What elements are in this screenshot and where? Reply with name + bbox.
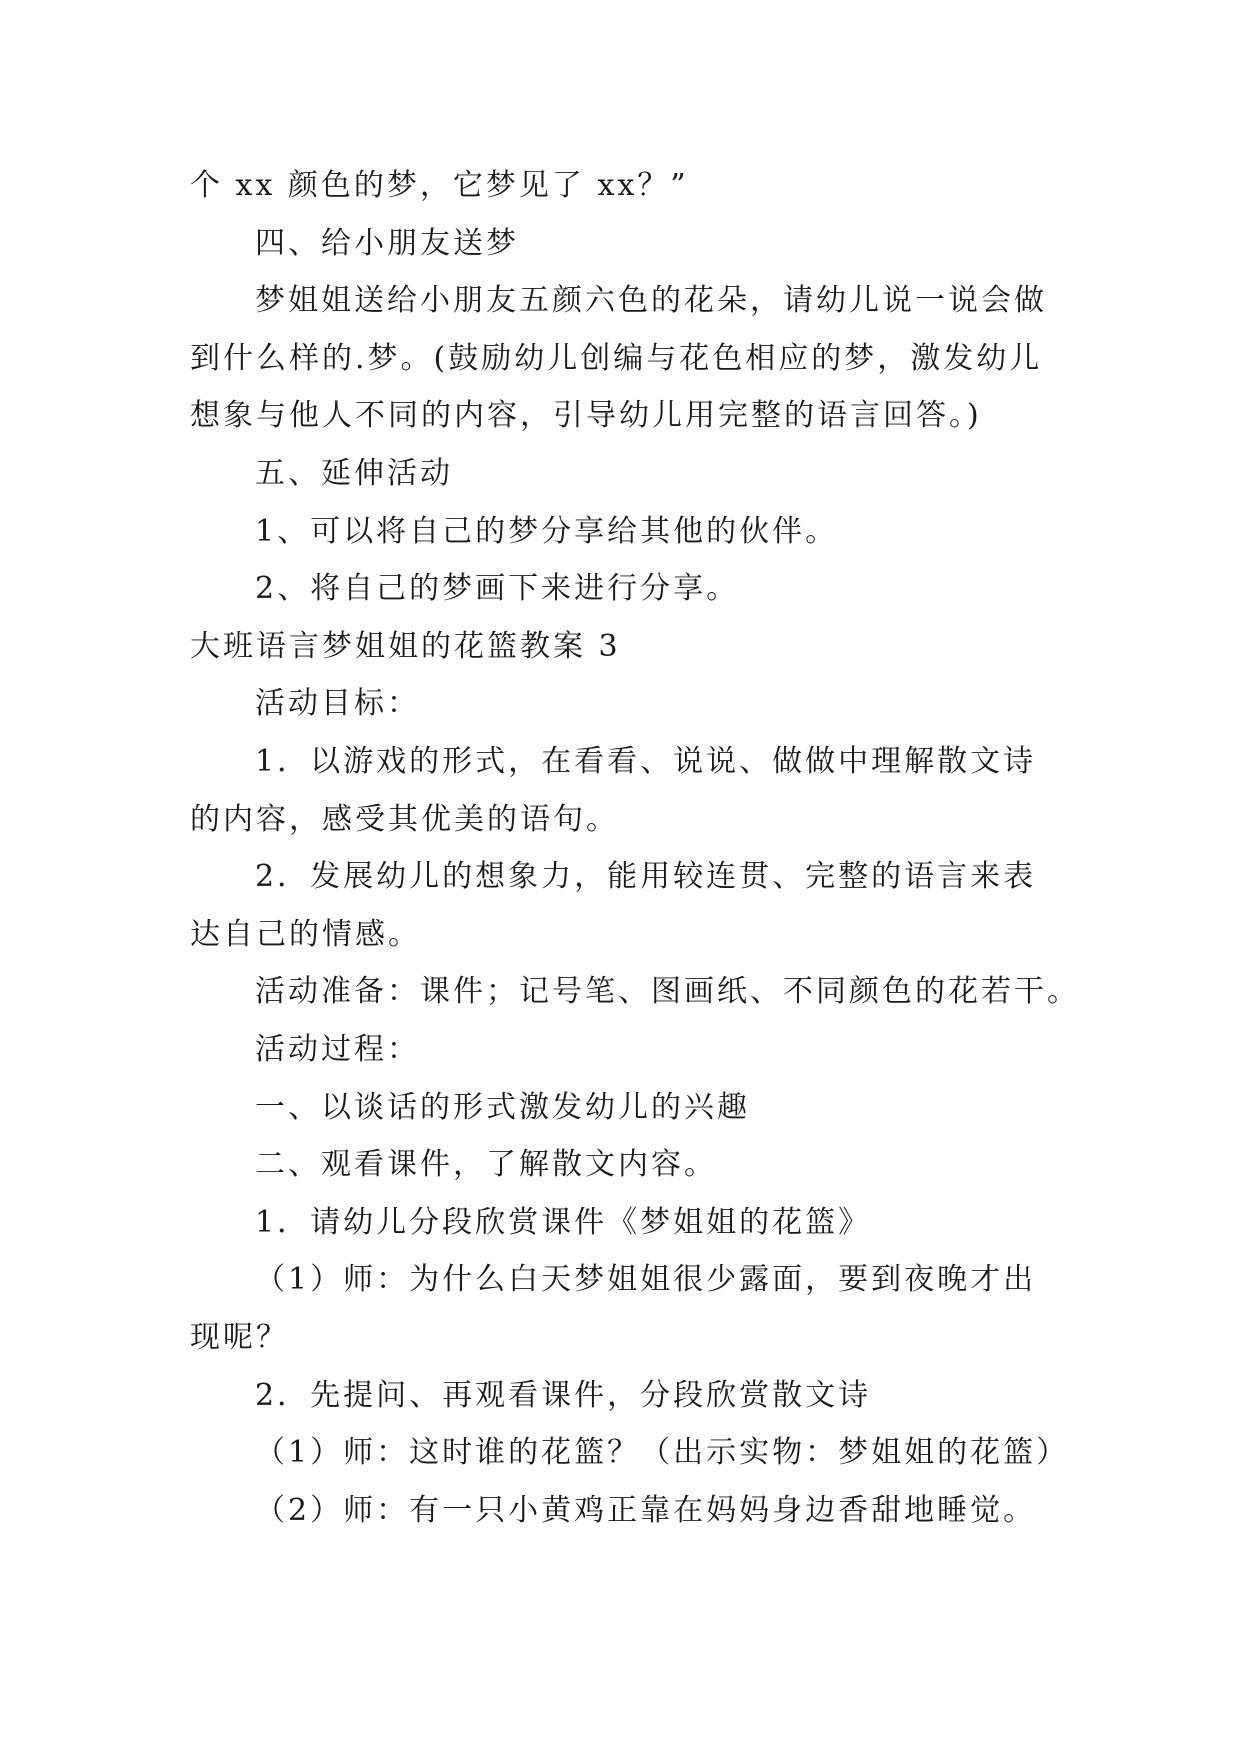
document-title: 大班语言梦姐姐的花篮教案 3 bbox=[190, 629, 621, 664]
text-line: 达自己的情感。 bbox=[190, 917, 421, 952]
list-item: 1．以游戏的形式，在看看、说说、做做中理解散文诗 bbox=[255, 744, 1037, 779]
text-line: 到什么样的.梦。(鼓励幼儿创编与花色相应的梦，激发幼儿 bbox=[190, 341, 1043, 376]
section-heading: 活动过程： bbox=[255, 1032, 420, 1067]
section-heading: 五、延伸活动 bbox=[255, 456, 453, 491]
section-heading: 二、观看课件，了解散文内容。 bbox=[255, 1147, 717, 1182]
list-item: （2）师：有一只小黄鸡正靠在妈妈身边香甜地睡觉。 bbox=[255, 1493, 1037, 1528]
section-heading: 活动目标： bbox=[255, 686, 420, 721]
list-item: （1）师：这时谁的花篮？（出示实物：梦姐姐的花篮） bbox=[255, 1435, 1070, 1470]
list-item: 2．发展幼儿的想象力，能用较连贯、完整的语言来表 bbox=[255, 859, 1037, 894]
text-line: 活动准备：课件；记号笔、图画纸、不同颜色的花若干。 bbox=[255, 974, 1080, 1009]
section-heading: 一、以谈话的形式激发幼儿的兴趣 bbox=[255, 1090, 750, 1125]
text-line: 现呢？ bbox=[190, 1320, 289, 1355]
section-heading: 四、给小朋友送梦 bbox=[255, 226, 519, 261]
list-item: 1．请幼儿分段欣赏课件《梦姐姐的花篮》 bbox=[255, 1205, 872, 1240]
text-line: 想象与他人不同的内容，引导幼儿用完整的语言回答。) bbox=[190, 398, 982, 433]
list-item: （1）师：为什么白天梦姐姐很少露面，要到夜晚才出 bbox=[255, 1262, 1037, 1297]
text-line: 梦姐姐送给小朋友五颜六色的花朵，请幼儿说一说会做 bbox=[255, 283, 1047, 318]
list-item: 2、将自己的梦画下来进行分享。 bbox=[255, 571, 740, 606]
list-item: 2．先提问、再观看课件，分段欣赏散文诗 bbox=[255, 1378, 872, 1413]
list-item: 1、可以将自己的梦分享给其他的伙伴。 bbox=[255, 514, 839, 549]
text-line: 的内容，感受其优美的语句。 bbox=[190, 802, 619, 837]
text-line: 个 xx 颜色的梦，它梦见了 xx？” bbox=[190, 168, 689, 203]
